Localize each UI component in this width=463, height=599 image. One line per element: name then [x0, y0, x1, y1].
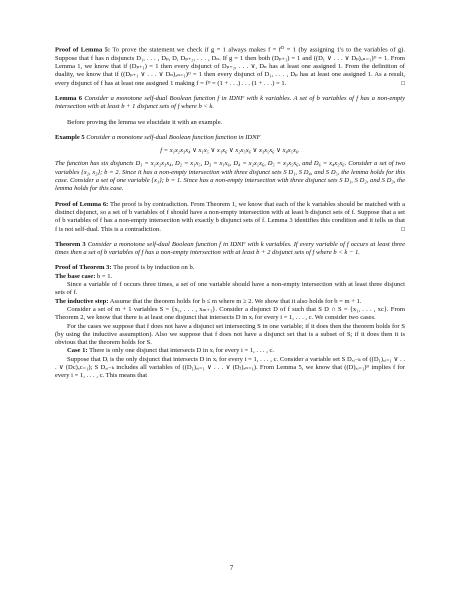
- proof-lemma5-line3: (Dₚ₊₁) = 1 and ((D₁ ∨ . . . ∨ Dₚ)ₓₙ₌₁)ᴰ = 1. From Lemma 1, we know that if (Dₚ₊₁) = 1 then every: [55, 54, 405, 71]
- base-case-text: b = 1.: [97, 272, 113, 280]
- example5-text: Consider a monotone self-dual Boolean function function in IDNF: [86, 133, 261, 141]
- case1-label: Case 1:: [67, 347, 88, 355]
- proof-paragraph-2: For the cases we suppose that f does not have a disjunct set intersecting S in one variable; if it does then the theorem holds for S (by using the inductive assumption). Also we suppose that f does not have a disjunct set that is a subset of S; if it does then it is obvious that the theorem holds for S.: [55, 322, 405, 347]
- qed-symbol: □: [401, 79, 405, 87]
- proof-lemma5-line1: To prove the statement we check if g = 1 always makes f = f: [112, 46, 281, 54]
- proof-lemma5-line1b: = 1 (by assigning: [284, 46, 335, 54]
- proof-lemma5-line6: every disjunct of f has at least one assigned 1 making f = fᴰ = (1 + . . .) . . . (1 + . . .) = 1.: [55, 79, 287, 87]
- lemma6-text: Consider a monotone self-dual Boolean function f in IDNF with k variables. A set of b variables of f has a non-empty intersection with at least b + 1 disjunct sets of f where b < k.: [55, 94, 405, 111]
- proof-lemma6-heading: Proof of Lemma 6:: [55, 200, 109, 208]
- proof-theorem3: [55, 264, 405, 272]
- proof-theorem3-heading: Proof of Theorem 3:: [55, 264, 112, 272]
- page-body: [55, 44, 405, 381]
- inductive-step-label: The inductive step:: [55, 297, 109, 305]
- theorem3-text: Consider a monotone self-dual Boolean function f in IDNF with k variables. If every variable of f occurs at least three times then a set of b variables of f has a non-empty intersection with at least b + 2 disjunct sets of f where b < k − 1.: [55, 240, 405, 257]
- example5: [55, 134, 405, 142]
- proof-lemma5: [55, 44, 405, 88]
- proof-lemma5-line4: disjunct of Dₚ₊₂, . . . ∨, Dₙ has at least one assigned 1. From the definition of duality, we know that if: [55, 63, 405, 79]
- qed-symbol: □: [401, 225, 405, 233]
- proof-theorem3-text: The proof is by induction on b.: [113, 264, 195, 272]
- proof-lemma6-text: The proof is by contradiction. From Theorem 1, we know that each of the k variables should be matched with a distinct disjunct, so a set of b variables of f should have a non-empty intersection with at least b disjunct sets of f. Suppose that a set of b variables of f has a non-empty intersection with exactly b disjunct sets of f. Lemma 3 identifies this condition and it tells us that f is not self-dual. This is a contradiction.: [55, 200, 405, 233]
- inductive-step-text: Assume that the theorem holds for b ≤ m where m ≥ 2. We show that it also holds for b = m + 1.: [109, 297, 362, 305]
- lemma6: [55, 95, 405, 112]
- example5-heading: Example 5: [55, 133, 85, 141]
- lemma6-heading: Lemma 6: [55, 94, 83, 102]
- base-case: [55, 273, 405, 281]
- page-number: 7: [229, 564, 234, 572]
- theorem3-heading: Theorem 3: [55, 240, 86, 248]
- proof-lemma5-line5: ((Dₚ₊₁ ∨ . . . ∨ Dₙ)ₓₙ₌₁)ᴰ = 1 then every disjunct of D₁, . . . , Dₚ has at least one assigned 1. As a result,: [120, 71, 405, 79]
- proof-paragraph-1: Consider a set of m + 1 variables S = {x₁, . . . , xₘ₊₁}. Consider a disjunct D of f such that S D ∩ S = {x₁, . . . , xc}. From Theorem 2, we know that there is at least one disjunct that intersects D in xᵢ for every i = 1, . . . , c. We consider two cases.: [55, 305, 405, 322]
- proof-lemma5-sup: D: [280, 45, 285, 50]
- base-case-body: Since a variable of f occurs three times, a set of one variable should have a non-empty intersection with at least three disjunct sets of f.: [55, 281, 405, 297]
- case1: [55, 347, 405, 355]
- example5-equation: f = x₁x₂x₃x₄ ∨ x₁x₅ ∨ x₁x₆ ∨ x₂x₅x₆ ∨ x₃x₅x₆ ∨ x₄x₅x₆.: [160, 147, 300, 155]
- inductive-step: [55, 298, 405, 306]
- case1-text: There is only one disjunct that intersects D in xᵢ for every i = 1, . . . , c.: [89, 347, 275, 355]
- base-case-label: The base case:: [55, 272, 96, 280]
- proof-paragraph-3: Suppose that Dᵢ is the only disjunct that intersects D in xᵢ for every i = 1, . . . , c. Consider a variable set S Dₓᵢ₋ₖ of ((D₁)ₓᵢ₌₁ ∨ . . . ∨ (Dc)ₓc₌₁); S Dₓᵢ₋ₖ includes all variables of ((D₁)ₓᵢ₌₁ ∨ . . . ∨ (Dⱼ)ₓₙ₌₁). From Lemma 5, we know that ((D)ₓᵢ₌₁)ᴰ implies f for every i = 1, . . . , c. This means that: [55, 355, 405, 380]
- proof-lemma5-line2: 1's to the variables of g). Suppose that f has n disjuncts D₁, . . . , Dₚ, D, Dₚ₊₂, . . . , Dₙ. If g = 1 then both: [55, 46, 405, 62]
- example5-body: The function has six disjuncts D₁ = x₁x₂x₃x₄, D₂ = x₁x₅, D₃ = x₁x₆, D₄ = x₂x₅x₆, D₅ = x₃x₅x₆, and D₆ = x₄x₅x₆. Consider a set of two variables {x₂, x₃}; b = 2. Since it has a non-empty intersection with three disjunct sets S D₁, S D₄, and S D₅, the lemma holds for this case. Consider a set of one variable {x₁}; b = 1. Since has a non-empty intersection with three disjunct sets S D₁, S D₂, and S D₃, the lemma holds for this case.: [55, 160, 405, 193]
- theorem3: [55, 241, 405, 258]
- proof-lemma5-heading: Proof of Lemma 5:: [55, 46, 111, 54]
- before-example-text: Before proving the lemma we elucidate it with an example.: [67, 118, 223, 126]
- proof-lemma6: [55, 201, 405, 234]
